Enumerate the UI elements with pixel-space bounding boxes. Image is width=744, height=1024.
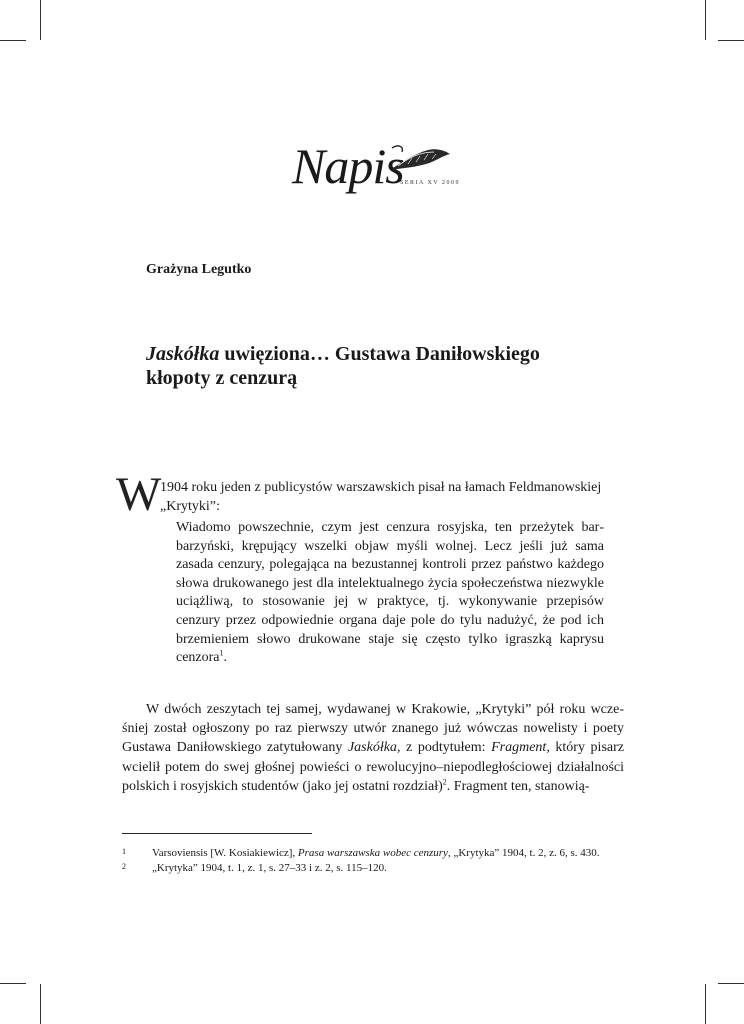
crop-mark — [705, 984, 706, 1024]
crop-mark — [0, 40, 26, 41]
title-italic: Jaskółka — [146, 343, 220, 365]
quote-end: . — [223, 650, 228, 666]
opening-paragraph — [160, 479, 624, 516]
body-italic: Jaskółka — [347, 740, 397, 756]
body-italic: Fragment — [491, 740, 547, 756]
author-name: Grażyna Legutko — [146, 262, 252, 277]
footnote-1 — [122, 846, 624, 860]
crop-mark — [718, 983, 744, 984]
title-line2: kłopoty z cenzurą — [146, 367, 298, 389]
footnote-number: 2 — [122, 862, 126, 871]
body-text: , który pisarz wcielił potem do swej głośnej powieści o rewolucyjno–niepodległościowej działalności polskich i rosyjskich studentów (jako jej ostatni rozdział) — [122, 740, 624, 794]
logo-wordmark: Napis — [292, 138, 404, 194]
body-text: W dwóch zeszytach tej samej, wydawanej w Krakowie, „Krytyki” pół roku wcześniej został ogłoszony po raz pierwszy utwór znanego już wówczas nowelisty i poety Gustawa Daniłowskiego zatytułowany — [122, 702, 624, 756]
journal-logo — [292, 136, 462, 216]
footnote-ref: 1 — [219, 648, 224, 658]
crop-mark — [40, 984, 41, 1024]
opening-line2: „Krytyki”: — [160, 498, 220, 514]
quill-icon — [388, 140, 452, 176]
footnote-text: „Krytyka” 1904, t. 1, z. 1, s. 27–33 i z. 2, s. 115–120. — [152, 862, 387, 874]
body-text: , z podtytułem: — [396, 740, 492, 756]
quote-text: Wiadomo powszechnie, czym jest cenzura rosyjska, ten przeżytek barbarzyński, krępujący wszelki objaw myśli wolnej. Lecz jeśli już sama zasada cenzury, polegająca na bezustannej kontroli przez państwo każdego słowa drukowanego jest dla intelektualnego życia społeczeństwa niezwykle uciążliwą, to stosowanie jej w praktyce, tj. wykonywanie przepisów cenzury przez odpowiednie organa daje pole do tylu nadużyć, że pod ich brzemieniem słowo drukowane staje się często tylko igraszką kaprysu cenzora — [176, 520, 604, 666]
logo-subtitle: SERIA XV 2009 — [400, 180, 461, 186]
body-text: . Fragment ten, stanowią- — [446, 778, 590, 794]
crop-mark — [718, 40, 744, 41]
footnote-text: Varsoviensis [W. Kosiakiewicz], — [152, 847, 298, 859]
crop-mark — [40, 0, 41, 40]
footnote-number: 1 — [122, 847, 126, 856]
crop-mark — [705, 0, 706, 40]
footnote-2 — [122, 861, 624, 875]
block-quote — [176, 519, 604, 668]
footnote-italic: Prasa warszawska wobec cenzury — [297, 847, 448, 859]
footnote-ref: 2 — [442, 777, 447, 787]
crop-mark — [0, 983, 26, 984]
drop-cap: W — [116, 468, 162, 521]
opening-line1: 1904 roku jeden z publicystów warszawskich pisał na łamach Feldmanowskiej — [160, 480, 602, 495]
footnote-divider — [122, 833, 312, 834]
title-line1: uwięziona… Gustawa Daniłowskiego — [219, 343, 540, 365]
article-title — [146, 342, 616, 390]
footnote-text: , „Krytyka” 1904, t. 2, z. 6, s. 430. — [447, 847, 600, 859]
body-paragraph — [122, 700, 624, 796]
